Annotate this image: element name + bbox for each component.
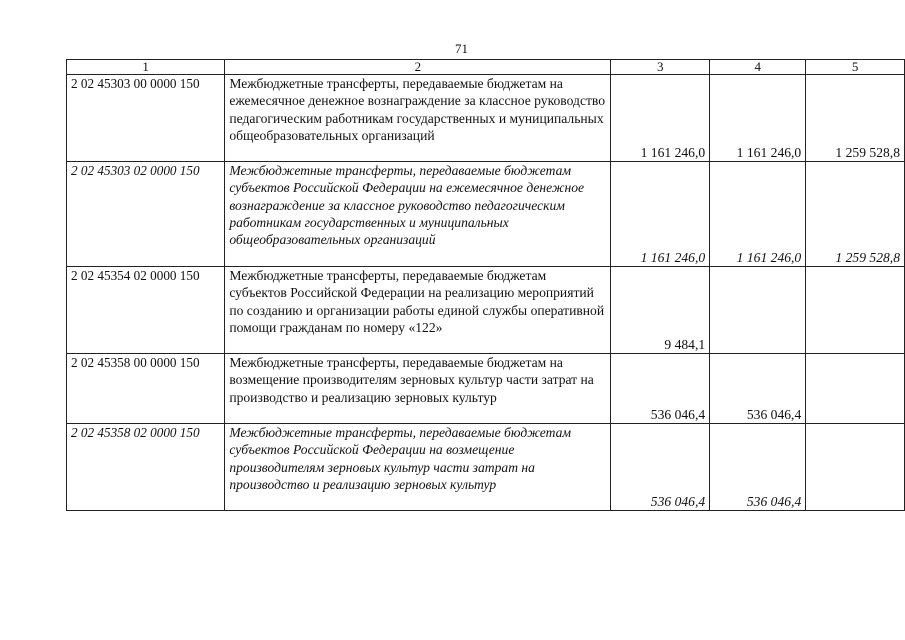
column-header-3: 3 — [611, 60, 710, 75]
table-header-row — [67, 60, 905, 75]
amount-col4-cell: 1 161 246,0 — [710, 75, 806, 162]
table-row — [67, 267, 905, 354]
table-row — [67, 354, 905, 424]
amount-col5-cell — [806, 424, 905, 511]
description-cell: Межбюджетные трансферты, передаваемые бюджетам субъектов Российской Федерации на возмещение производителям зерновых культур части затрат на производство и реализацию зерновых культур — [225, 424, 611, 511]
column-header-1: 1 — [67, 60, 225, 75]
column-header-5: 5 — [806, 60, 905, 75]
budget-code-cell: 2 02 45358 00 0000 150 — [67, 354, 225, 424]
description-cell: Межбюджетные трансферты, передаваемые бюджетам на возмещение производителям зерновых культур части затрат на производство и реализацию зерновых культур — [225, 354, 611, 424]
budget-code-cell: 2 02 45303 02 0000 150 — [67, 162, 225, 267]
amount-col3-cell: 536 046,4 — [611, 354, 710, 424]
amount-col3-cell: 9 484,1 — [611, 267, 710, 354]
amount-col4-cell — [710, 267, 806, 354]
budget-code-cell: 2 02 45303 00 0000 150 — [67, 75, 225, 162]
amount-col5-cell — [806, 267, 905, 354]
description-cell: Межбюджетные трансферты, передаваемые бюджетам субъектов Российской Федерации на ежемесячное денежное вознаграждение за классное руководство педагогическим работникам государственных и муниципальных общеобразовательных организаций — [225, 162, 611, 267]
description-cell: Межбюджетные трансферты, передаваемые бюджетам на ежемесячное денежное вознаграждение за классное руководство педагогическим работникам государственных и муниципальных общеобразовательных организаций — [225, 75, 611, 162]
amount-col5-cell: 1 259 528,8 — [806, 162, 905, 267]
table-row — [67, 75, 905, 162]
amount-col3-cell: 536 046,4 — [611, 424, 710, 511]
budget-table — [66, 59, 905, 511]
table-row — [67, 424, 905, 511]
amount-col5-cell: 1 259 528,8 — [806, 75, 905, 162]
amount-col4-cell: 1 161 246,0 — [710, 162, 806, 267]
amount-col4-cell: 536 046,4 — [710, 424, 806, 511]
budget-code-cell: 2 02 45358 02 0000 150 — [67, 424, 225, 511]
amount-col5-cell — [806, 354, 905, 424]
page-number: 71 — [455, 41, 468, 56]
amount-col3-cell: 1 161 246,0 — [611, 75, 710, 162]
budget-code-cell: 2 02 45354 02 0000 150 — [67, 267, 225, 354]
amount-col3-cell: 1 161 246,0 — [611, 162, 710, 267]
table-row — [67, 162, 905, 267]
description-cell: Межбюджетные трансферты, передаваемые бюджетам субъектов Российской Федерации на реализацию мероприятий по созданию и организации работы единой службы оперативной помощи гражданам по номеру «122» — [225, 267, 611, 354]
column-header-4: 4 — [710, 60, 806, 75]
amount-col4-cell: 536 046,4 — [710, 354, 806, 424]
column-header-2: 2 — [225, 60, 611, 75]
